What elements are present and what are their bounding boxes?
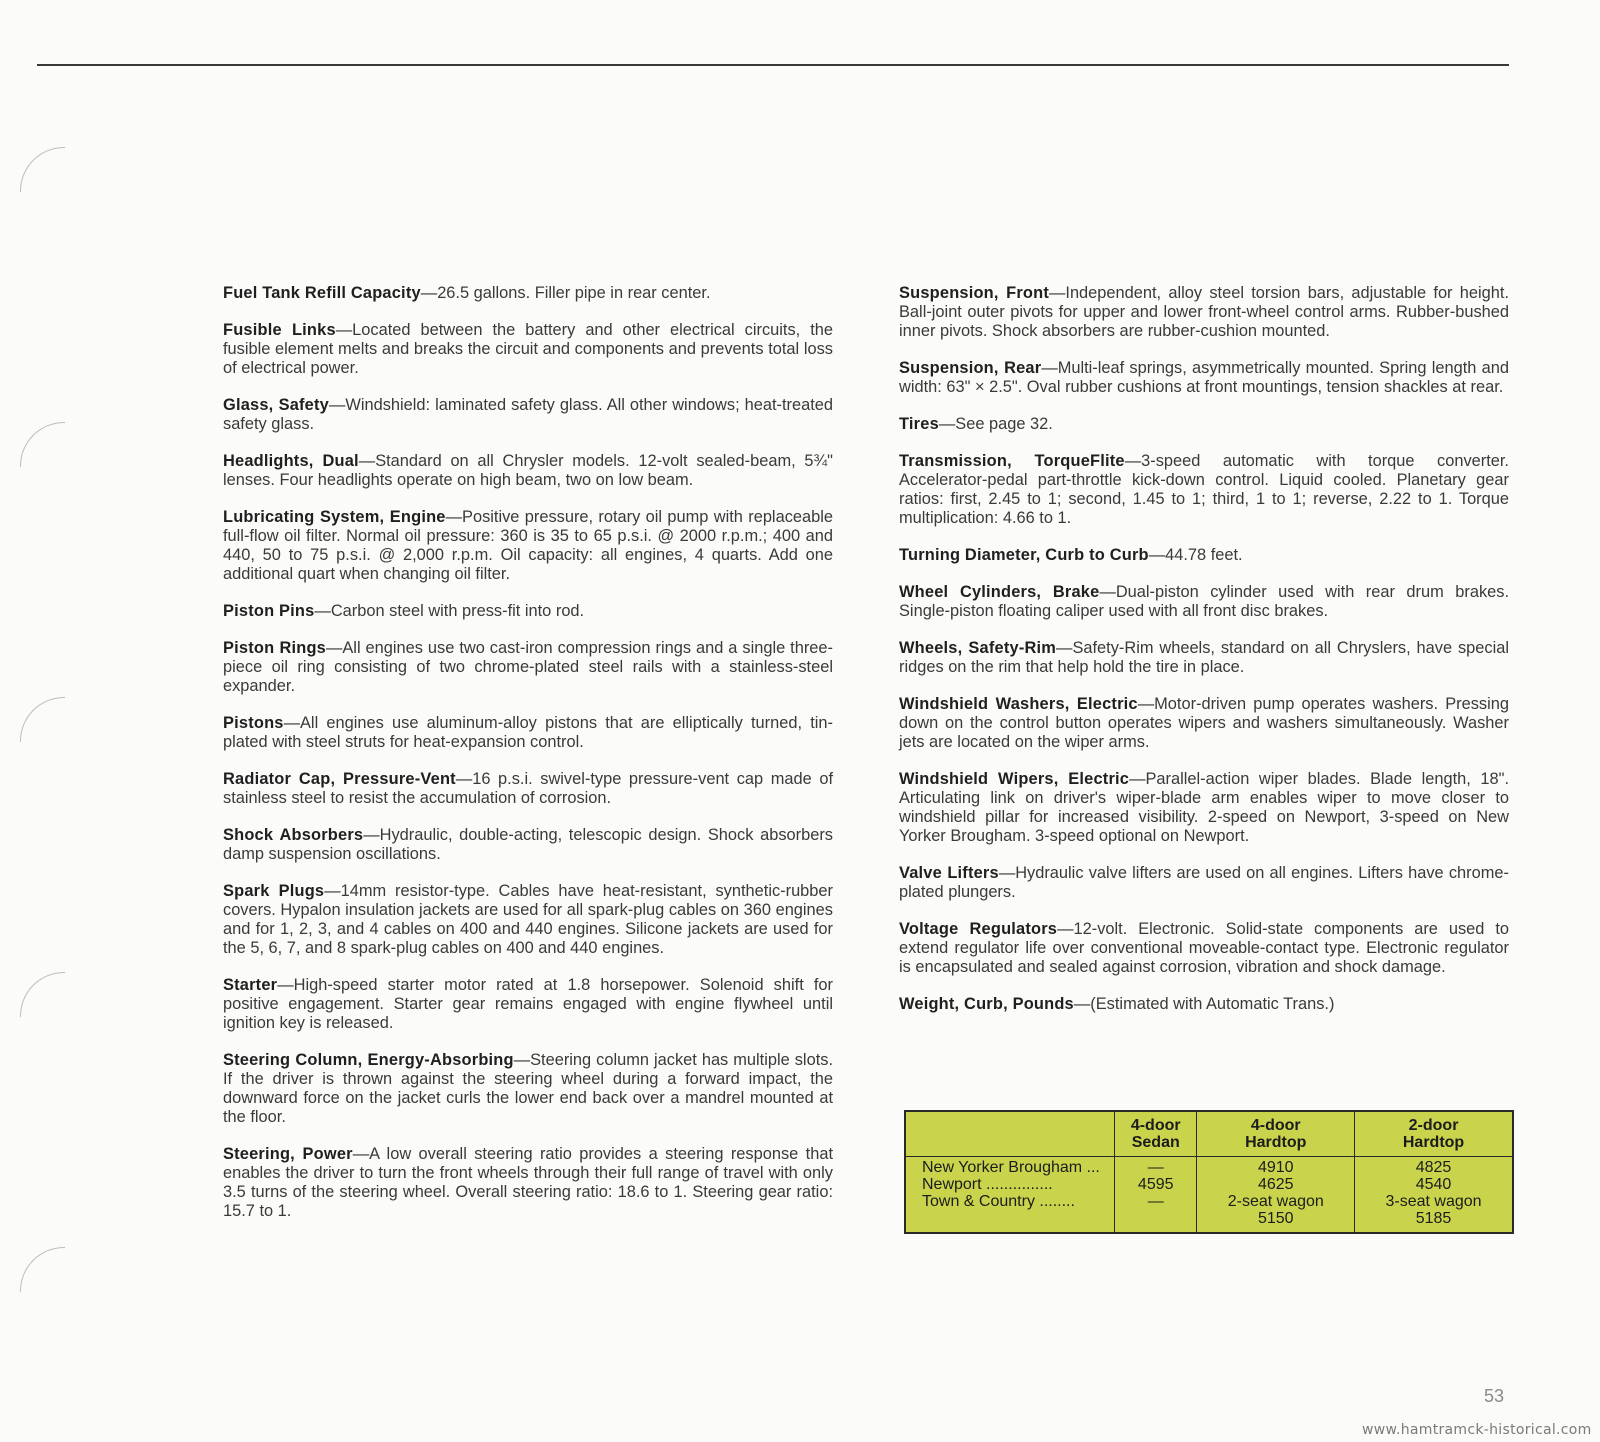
spec-term: Tires [899, 415, 939, 433]
spec-entry [899, 415, 1509, 434]
spec-entry [899, 546, 1509, 565]
weight-value: — [1147, 1159, 1164, 1176]
spec-description: Dual-piston cylinder used with rear drum brakes. Single-piston floating caliper used with all front disc brakes. [899, 583, 1509, 620]
spec-term: Starter [223, 976, 278, 994]
em-dash: — [1049, 284, 1066, 302]
spec-entry [899, 583, 1509, 621]
sedan-weights-cell [1115, 1157, 1197, 1234]
model-name: Town & Country ........ [922, 1193, 1075, 1210]
spec-description: 12-volt. Electronic. Solid-state components are used to extend regulator life over conventional moveable-contact type. Electronic regulator is encapsulated and sealed against corrosion, vibration and shock damage. [899, 920, 1509, 976]
em-dash: — [335, 321, 353, 339]
spec-description: Positive pressure, rotary oil pump with replaceable full-flow oil filter. Normal oil pressure: 360 is 35 to 65 p.s.i. @ 2000 r.p.m.; 400 and 440, 50 to 75 p.s.i. @ 2,000 r.p.m. Oil capacity: all engines, 4 quarts. Add one additional quart when changing oil filter. [223, 508, 833, 583]
spec-entry [899, 864, 1509, 902]
spec-entry [223, 714, 833, 752]
spec-description: Safety-Rim wheels, standard on all Chryslers, have special ridges on the rim that help hold the tire in place. [899, 639, 1509, 676]
model-name: New Yorker Brougham ... [922, 1159, 1100, 1176]
spec-entry [223, 396, 833, 434]
spec-description: Located between the battery and other electrical circuits, the fusible element melts and breaks the circuit and components and prevents total loss of electrical power. [223, 321, 833, 377]
spec-description: Standard on all Chrysler models. 12-volt sealed-beam, 5¾" lenses. Four headlights operate on high beam, two on low beam. [223, 452, 833, 489]
binder-hole-mark [20, 147, 65, 192]
spec-term: Piston Rings [223, 639, 326, 657]
em-dash: — [1057, 920, 1074, 938]
spec-term: Pistons [223, 714, 284, 732]
em-dash: — [352, 1145, 370, 1163]
spec-description: All engines use two cast-iron compression rings and a single three-piece oil ring consisting of two chrome-plated steel rails with a stainless-steel expander. [223, 639, 833, 695]
spec-entry [899, 452, 1509, 528]
em-dash: — [1137, 695, 1155, 713]
spec-column-right [899, 284, 1509, 1032]
spec-term: Voltage Regulators [899, 920, 1058, 938]
spec-entry [223, 639, 833, 696]
spec-term: Steering Column, Energy-Absorbing [223, 1051, 514, 1069]
website-watermark: www.hamtramck-historical.com [1362, 1422, 1592, 1438]
spec-entry [899, 639, 1509, 677]
table-header-row [905, 1111, 1513, 1157]
spec-description: 14mm resistor-type. Cables have heat-resistant, synthetic-rubber covers. Hypalon insulation jackets are used for all spark-plug cables on 360 engines and for 1, 2, 3, and 4 cables on 400 and 440 engines. Silicone jackets are used for the 5, 6, 7, and 8 spark-plug cables on 400 and 440 engines. [223, 882, 833, 957]
spec-description: Windshield: laminated safety glass. All other windows; heat-treated safety glass. [223, 396, 833, 433]
spec-entry [223, 976, 833, 1033]
spec-description: Motor-driven pump operates washers. Pressing down on the control button operates wipers and washers simultaneously. Washer jets are located on the wiper arms. [899, 695, 1510, 751]
column-header-4-door-hardtop: 4-door Hardtop [1197, 1111, 1355, 1157]
spec-term: Turning Diameter, Curb to Curb [899, 546, 1149, 564]
spec-term: Piston Pins [223, 602, 315, 620]
spec-entry [223, 452, 833, 490]
em-dash: — [1099, 583, 1116, 601]
em-dash: — [314, 602, 331, 620]
top-rule [37, 64, 1509, 66]
em-dash: — [1041, 359, 1058, 377]
spec-term: Valve Lifters [899, 864, 999, 882]
binder-hole-mark [20, 422, 65, 467]
spec-description: Multi-leaf springs, asymmetrically mounted. Spring length and width: 63" × 2.5". Oval rubber cushions at front mountings, tension shackles at rear. [899, 359, 1509, 396]
4-door-hardtop-weights-cell [1197, 1157, 1355, 1234]
spec-entry [899, 770, 1509, 846]
spec-term: Wheels, Safety-Rim [899, 639, 1057, 657]
table-row [905, 1157, 1513, 1234]
binder-hole-mark [20, 697, 65, 742]
spec-entry [223, 770, 833, 808]
spec-description: See page 32. [955, 415, 1053, 433]
spec-description: 44.78 feet. [1165, 546, 1243, 564]
spec-term: Windshield Washers, Electric [899, 695, 1138, 713]
em-dash: — [358, 452, 376, 470]
weight-value: 4825 [1415, 1159, 1452, 1176]
em-dash: — [1129, 770, 1146, 788]
spec-description: 26.5 gallons. Filler pipe in rear center. [437, 284, 711, 302]
spec-term: Shock Absorbers [223, 826, 364, 844]
spec-term: Lubricating System, Engine [223, 508, 446, 526]
em-dash: — [1056, 639, 1073, 657]
spec-entry [223, 508, 833, 584]
column-header-4-door-sedan: 4-door Sedan [1115, 1111, 1197, 1157]
curb-weight-table [904, 1110, 1514, 1234]
weight-value: 4910 [1257, 1159, 1294, 1176]
spec-term: Fuel Tank Refill Capacity [223, 284, 421, 302]
spec-entry [223, 1145, 833, 1221]
spec-description: 3-speed automatic with torque converter. Accelerator-pedal part-throttle kick-down control. Liquid cooled. Planetary gear ratios: first, 2.45 to 1; second, 1.45 to 1; third, 1 to 1; reverse, 2.22 to 1. Torque multiplication: 4.66 to 1. [899, 452, 1509, 527]
spec-entry [223, 1051, 833, 1127]
em-dash: — [277, 976, 294, 994]
2-door-hardtop-weights-cell [1355, 1157, 1513, 1234]
em-dash: — [1148, 546, 1166, 564]
weight-value: 4595 [1137, 1176, 1174, 1193]
spec-term: Transmission, TorqueFlite [899, 452, 1125, 470]
spec-description: High-speed starter motor rated at 1.8 horsepower. Solenoid shift for positive engagement. Starter gear remains engaged with engine flywheel until ignition key is released. [223, 976, 833, 1032]
page-number: 53 [1484, 1386, 1505, 1406]
spec-entry [223, 284, 833, 303]
spec-term: Steering, Power [223, 1145, 353, 1163]
spec-column-left [223, 284, 833, 1239]
spec-description: Steering column jacket has multiple slots. If the driver is thrown against the steering wheel during a forward impact, the downward force on the jacket curls the lower end back over a mandrel mounted at the floor. [223, 1051, 833, 1126]
spec-description: Carbon steel with press-fit into rod. [330, 602, 585, 620]
spec-entry [223, 602, 833, 621]
spec-description: All engines use aluminum-alloy pistons that are elliptically turned, tin-plated with steel struts for heat-expansion control. [223, 714, 833, 751]
spec-term: Headlights, Dual [223, 452, 359, 470]
em-dash: — [363, 826, 380, 844]
column-header-2-door-hardtop: 2-door Hardtop [1355, 1111, 1513, 1157]
spec-term: Wheel Cylinders, Brake [899, 583, 1100, 601]
em-dash: — [445, 508, 463, 526]
spec-description: A low overall steering ratio provides a steering response that enables the driver to turn the front wheels through their full range of travel with only 3.5 turns of the steering wheel. Overall steering ratio: 18.6 to 1. Steering gear ratio: 15.7 to 1. [223, 1145, 834, 1220]
em-dash: — [998, 864, 1016, 882]
spec-term: Radiator Cap, Pressure-Vent [223, 770, 456, 788]
spec-term: Glass, Safety [223, 396, 329, 414]
weight-value: 5185 [1415, 1210, 1452, 1227]
spec-description: Hydraulic valve lifters are used on all engines. Lifters have chrome-plated plungers. [899, 864, 1509, 901]
spec-description: Parallel-action wiper blades. Blade length, 18". Articulating link on driver's wiper-blade arm enables wiper to move closer to windshield pillar for increased visibility. 2-speed on Newport, 3-speed on New Yorker Brougham. 3-speed optional on Newport. [899, 770, 1509, 845]
em-dash: — [455, 770, 473, 788]
weight-value: 4625 [1257, 1176, 1294, 1193]
spec-entry [899, 920, 1509, 977]
weight-value: 4540 [1415, 1176, 1452, 1193]
spec-term: Suspension, Front [899, 284, 1049, 302]
weight-value: 3-seat wagon [1385, 1193, 1482, 1210]
spec-description: 16 p.s.i. swivel-type pressure-vent cap made of stainless steel to resist the accumulation of corrosion. [223, 770, 833, 807]
table-corner-cell [905, 1111, 1115, 1157]
spec-entry [899, 359, 1509, 397]
spec-entry [899, 995, 1509, 1014]
em-dash: — [938, 415, 956, 433]
weight-value: — [1147, 1193, 1164, 1210]
spec-term: Spark Plugs [223, 882, 325, 900]
weight-value: 2-seat wagon [1227, 1193, 1324, 1210]
spec-entry [899, 695, 1509, 752]
em-dash: — [1124, 452, 1142, 470]
spec-entry [223, 882, 833, 958]
weight-value: 5150 [1257, 1210, 1294, 1227]
spec-description: (Estimated with Automatic Trans.) [1090, 995, 1335, 1013]
binder-hole-mark [20, 972, 65, 1017]
em-dash: — [420, 284, 438, 302]
spec-description: Independent, alloy steel torsion bars, adjustable for height. Ball-joint outer pivots for upper and lower front-wheel control arms. Rubber-bushed inner pivots. Shock absorbers are rubber-cushion mounted. [899, 284, 1509, 340]
em-dash: — [325, 639, 343, 657]
em-dash: — [1073, 995, 1091, 1013]
model-name: Newport ............... [922, 1176, 1053, 1193]
em-dash: — [283, 714, 300, 732]
spec-description: Hydraulic, double-acting, telescopic design. Shock absorbers damp suspension oscillations. [223, 826, 833, 863]
spec-term: Weight, Curb, Pounds [899, 995, 1074, 1013]
spec-term: Fusible Links [223, 321, 336, 339]
spec-entry [899, 284, 1509, 341]
spec-term: Windshield Wipers, Electric [899, 770, 1130, 788]
spec-term: Suspension, Rear [899, 359, 1042, 377]
em-dash: — [324, 882, 341, 900]
em-dash: — [328, 396, 346, 414]
model-names-cell [905, 1157, 1115, 1234]
binder-hole-mark [20, 1247, 65, 1292]
spec-entry [223, 321, 833, 378]
em-dash: — [513, 1051, 531, 1069]
spec-entry [223, 826, 833, 864]
